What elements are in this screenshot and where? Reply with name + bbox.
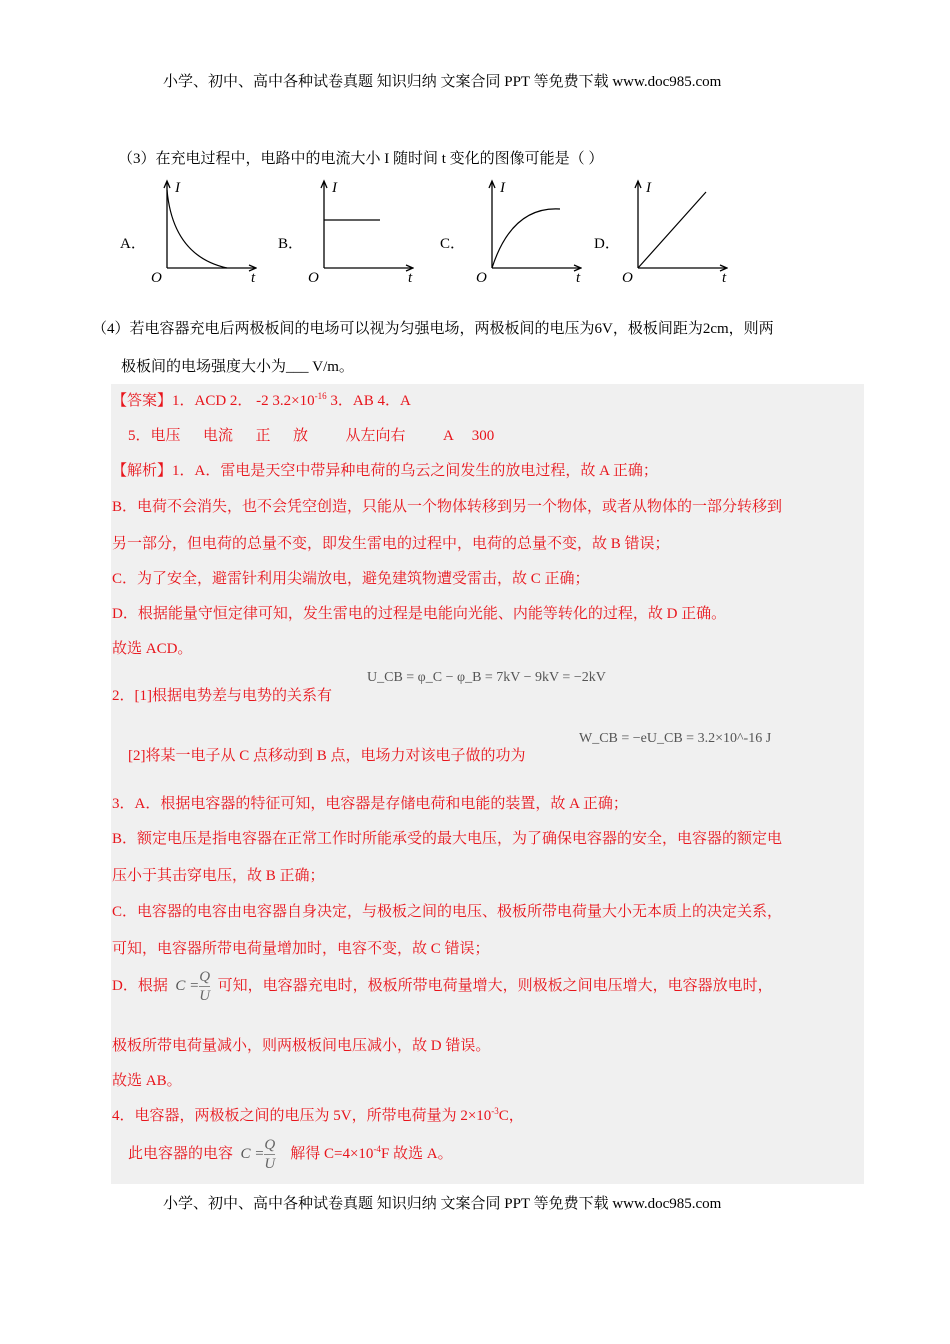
axis-label-y: I <box>332 180 337 196</box>
axis-label-x: t <box>576 270 581 286</box>
question-3: （3）在充电过程中，电路中的电流大小 I 随时间 t 变化的图像可能是（ ） <box>118 151 604 167</box>
analysis-line <box>112 968 773 1005</box>
analysis-line: C．电容器的电容由电容器自身决定，与极板之间的电压、极板所带电荷量大小无本质上的决定关系， <box>112 904 783 920</box>
exponent: -4 <box>373 1143 381 1154</box>
option-label: A． <box>120 236 146 252</box>
answer-line1 <box>112 389 411 410</box>
analysis-text: 此电容器的电容 <box>128 1145 234 1162</box>
option-label: C． <box>440 236 466 252</box>
analysis-line: 故选 AB。 <box>112 1073 182 1089</box>
answer-text: 3．AB 4．A <box>326 393 411 409</box>
denominator: U <box>199 988 211 1004</box>
current-curve <box>638 192 706 268</box>
fraction <box>264 1136 275 1173</box>
denominator: U <box>264 1156 276 1172</box>
current-curve <box>492 209 560 268</box>
axis-label-y: I <box>500 180 505 196</box>
question-4-line2: 极板间的电场强度大小为___ V/m。 <box>121 359 354 375</box>
answer-line2: 5．电压 电流 正 放 从左向右 A 300 <box>128 428 495 444</box>
analysis-text: F 故选 A。 <box>380 1145 453 1162</box>
analysis-text: D．根据 <box>112 977 168 994</box>
analysis-line: 另一部分，但电荷的总量不变，即发生雷电的过程中，电荷的总量不变，故 B 错误； <box>112 536 670 552</box>
analysis-line: 3．A．根据电容器的特征可知，电容器是存储电荷和电能的装置，故 A 正确； <box>112 796 628 812</box>
analysis-line: 故选 ACD。 <box>112 641 193 657</box>
current-time-graph-constant <box>304 176 414 286</box>
origin-label: O <box>476 270 487 286</box>
current-time-graph-saturate <box>472 176 582 286</box>
axis-label-y: I <box>175 180 180 196</box>
question-4-line1: （4）若电容器充电后两极板间的电场可以视为匀强电场，两极板间的电压为6V，极板间距为2cm，则两 <box>92 321 774 337</box>
analysis-line: B．电荷不会消失，也不会凭空创造，只能从一个物体转移到另一个物体，或者从物体的一部分转移到 <box>112 499 783 515</box>
exponent: -16 <box>314 391 327 401</box>
analysis-text: C， <box>498 1108 524 1124</box>
analysis-line: 2．[1]根据电势差与电势的关系有 <box>112 688 332 704</box>
numerator: Q <box>264 1137 276 1153</box>
analysis-text: 4．电容器，两极板之间的电压为 5V，所带电荷量为 2×10 <box>112 1108 492 1124</box>
analysis-line <box>112 459 658 480</box>
analysis-text: 可知，电容器充电时，极板所带电荷量增大，则极板之间电压增大，电容器放电时， <box>217 977 773 994</box>
current-time-graph-decay <box>147 176 257 286</box>
analysis-line: 极板所带电荷量减小，则两极板间电压减小，故 D 错误。 <box>112 1038 491 1054</box>
fraction <box>199 968 210 1005</box>
equation-ucb: U_CB = φ_C − φ_B = 7kV − 9kV = −2kV <box>367 670 606 685</box>
origin-label: O <box>308 270 319 286</box>
analysis-text: 解得 C=4×10 <box>290 1145 374 1162</box>
origin-label: O <box>151 270 162 286</box>
option-label: D． <box>594 236 620 252</box>
analysis-line: 压小于其击穿电压，故 B 正确； <box>112 868 325 884</box>
axis-label-x: t <box>251 270 256 286</box>
axis-label-x: t <box>408 270 413 286</box>
formula-lhs: C = <box>240 1145 265 1162</box>
equation-wcb: W_CB = −eU_CB = 3.2×10^-16 J <box>579 731 772 746</box>
analysis-line: [2]将某一电子从 C 点移动到 B 点，电场力对该电子做的功为 <box>128 748 526 764</box>
analysis-line <box>112 1104 524 1125</box>
option-label: B． <box>278 236 304 252</box>
answer-tag: 【答案】 <box>112 393 173 409</box>
analysis-line: C．为了安全，避雷针利用尖端放电，避免建筑物遭受雷击，故 C 正确； <box>112 571 590 587</box>
analysis-line: B．额定电压是指电容器在正常工作时所能承受的最大电压，为了确保电容器的安全，电容器的额定电 <box>112 831 783 847</box>
page-header: 小学、初中、高中各种试卷真题 知识归纳 文案合同 PPT 等免费下载 www.doc985.com <box>163 74 722 90</box>
analysis-line <box>128 1136 453 1173</box>
analysis-tag: 【解析】 <box>112 463 173 479</box>
answer-text: 1．ACD 2． -2 3.2×10 <box>172 393 315 409</box>
current-time-graph-linear <box>618 176 728 286</box>
exponent: -3 <box>491 1106 499 1116</box>
analysis-line: D．根据能量守恒定律可知，发生雷电的过程是电能向光能、内能等转化的过程，故 D 正确。 <box>112 606 727 622</box>
formula-lhs: C = <box>175 977 200 994</box>
page-footer: 小学、初中、高中各种试卷真题 知识归纳 文案合同 PPT 等免费下载 www.doc985.com <box>163 1196 722 1212</box>
axis-label-y: I <box>646 180 651 196</box>
origin-label: O <box>622 270 633 286</box>
analysis-line: 可知，电容器所带电荷量增加时，电容不变，故 C 错误； <box>112 941 490 957</box>
current-curve <box>167 190 227 268</box>
numerator: Q <box>199 969 211 985</box>
axis-label-x: t <box>722 270 727 286</box>
analysis-text: 1．A．雷电是天空中带异种电荷的乌云之间发生的放电过程，故 A 正确； <box>172 463 658 479</box>
